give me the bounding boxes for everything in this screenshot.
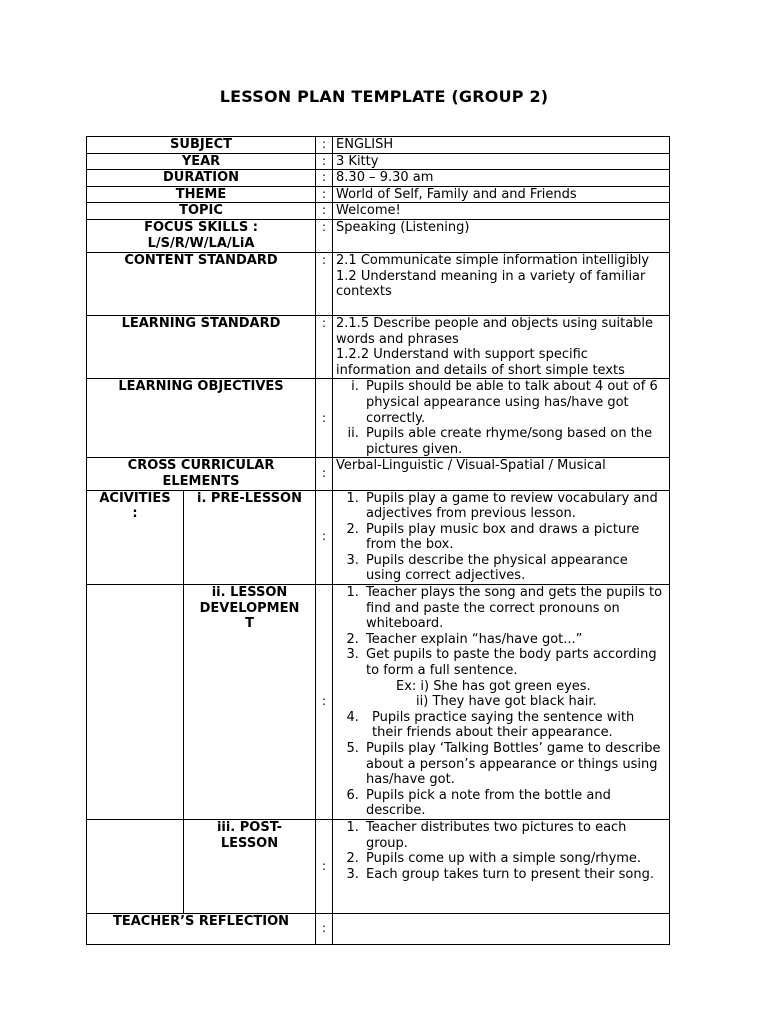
objectives-list — [336, 379, 666, 457]
colon-separator: : — [316, 490, 333, 585]
pre-lesson-value — [333, 490, 670, 585]
row-year — [87, 153, 670, 170]
list-item — [363, 710, 666, 741]
list-item: 1. Pupils play a game to review vocabulary and adjectives from previous lesson. — [363, 491, 666, 522]
lesson-plan-table — [86, 136, 670, 945]
focus-skills-label-line2: L/S/R/W/LA/LiA — [147, 235, 255, 251]
post-lesson-value — [333, 819, 670, 913]
colon-separator: : — [316, 219, 333, 252]
teachers-reflection-label: TEACHER’S REFLECTION — [87, 913, 316, 944]
learning-standard-line: 2.1.5 Describe people and objects using suitable words and phrases — [336, 315, 654, 347]
lesson-development-label-line3: T — [245, 616, 254, 632]
lesson-development-label — [184, 585, 316, 820]
document-title: LESSON PLAN TEMPLATE (GROUP 2) — [219, 87, 549, 106]
duration-label: DURATION — [87, 170, 316, 187]
learning-standard-label: LEARNING STANDARD — [87, 315, 316, 378]
list-item: 1. Teacher plays the song and gets the pupils to find and paste the correct pronouns on whiteboard. — [363, 585, 666, 632]
content-standard-line: 1.2 Understand meaning in a variety of familiar contexts — [336, 268, 646, 300]
topic-label: TOPIC — [87, 203, 316, 220]
cross-curricular-label-line2: ELEMENTS — [162, 473, 240, 489]
post-lesson-list — [336, 820, 666, 882]
row-subject — [87, 137, 670, 154]
post-lesson-label-line1: iii. POST- — [216, 819, 283, 835]
colon-separator: : — [316, 170, 333, 187]
row-pre-lesson — [87, 490, 670, 585]
activities-label-line2: : — [132, 506, 138, 522]
row-lesson-development — [87, 585, 670, 820]
colon-separator: : — [316, 819, 333, 913]
row-content-standard — [87, 252, 670, 315]
list-item: ii. Pupils able create rhyme/song based on the pictures given. — [363, 426, 666, 457]
pre-lesson-list — [336, 491, 666, 585]
theme-label: THEME — [87, 186, 316, 203]
lesson-development-value — [333, 585, 670, 820]
teachers-reflection-value — [333, 913, 670, 944]
year-label: YEAR — [87, 153, 316, 170]
list-item: 2. Pupils come up with a simple song/rhyme. — [363, 851, 666, 867]
row-focus-skills — [87, 219, 670, 252]
post-lesson-label — [184, 819, 316, 913]
colon-separator: : — [316, 203, 333, 220]
colon-separator: : — [316, 186, 333, 203]
theme-value: World of Self, Family and and Friends — [333, 186, 670, 203]
focus-skills-label — [87, 219, 316, 252]
row-cross-curricular — [87, 458, 670, 490]
colon-separator: : — [316, 913, 333, 944]
colon-separator: : — [316, 379, 333, 458]
year-value: 3 Kitty — [333, 153, 670, 170]
list-item: 5. Pupils play ‘Talking Bottles’ game to describe about a person’s appearance or things using has/have got. — [363, 741, 666, 788]
example-line: Ex: i) She has got green eyes. — [396, 678, 591, 694]
list-item: 1. Teacher distributes two pictures to each group. — [363, 820, 666, 851]
cross-curricular-label — [87, 458, 316, 490]
pre-lesson-label: i. PRE-LESSON — [184, 490, 316, 585]
row-topic — [87, 203, 670, 220]
lesson-development-label-line1: ii. LESSON — [211, 585, 288, 601]
list-item: 3. Pupils describe the physical appearance using correct adjectives. — [363, 553, 666, 584]
learning-standard-line: 1.2.2 Understand with support specific information and details of short simple texts — [336, 347, 625, 378]
list-item-text: 3. Get pupils to paste the body parts according to form a full sentence. — [366, 647, 657, 679]
learning-standard-value — [333, 315, 670, 378]
list-item: 3. Each group takes turn to present their song. — [363, 867, 666, 883]
learning-objectives-label: LEARNING OBJECTIVES — [87, 379, 316, 458]
learning-objectives-value — [333, 379, 670, 458]
row-learning-objectives — [87, 379, 670, 458]
row-learning-standard — [87, 315, 670, 378]
duration-value: 8.30 – 9.30 am — [333, 170, 670, 187]
list-item: i. Pupils should be able to talk about 4 out of 6 physical appearance using has/have got correctly. — [363, 379, 666, 426]
activities-label — [87, 490, 184, 585]
content-standard-value — [333, 252, 670, 315]
colon-separator: : — [316, 458, 333, 490]
content-standard-line: 2.1 Communicate simple information intelligibly — [336, 252, 650, 268]
list-item: 2. Pupils play music box and draws a picture from the box. — [363, 522, 666, 553]
colon-separator: : — [316, 137, 333, 154]
row-teachers-reflection — [87, 913, 670, 944]
activities-spacer-cell — [87, 585, 184, 820]
focus-skills-value: Speaking (Listening) — [333, 219, 670, 252]
content-standard-label: CONTENT STANDARD — [87, 252, 316, 315]
colon-separator: : — [316, 585, 333, 820]
list-item-text: 4. Pupils practice saying the sentence with their friends about their appearance. — [372, 709, 635, 741]
example-line: ii) They have got black hair. — [416, 694, 597, 710]
row-theme — [87, 186, 670, 203]
list-item — [363, 647, 666, 709]
colon-separator: : — [316, 153, 333, 170]
colon-separator: : — [316, 252, 333, 315]
focus-skills-label-line1: FOCUS SKILLS : — [144, 219, 258, 235]
cross-curricular-value: Verbal-Linguistic / Visual-Spatial / Musical — [333, 458, 670, 490]
subject-value: ENGLISH — [333, 137, 670, 154]
activities-spacer-cell — [87, 819, 184, 913]
lesson-development-label-line2: DEVELOPMEN — [199, 600, 300, 616]
lesson-development-list — [336, 585, 666, 819]
row-duration — [87, 170, 670, 187]
activities-label-line1: ACIVITIES — [99, 490, 171, 506]
colon-separator: : — [316, 315, 333, 378]
topic-value: Welcome! — [333, 203, 670, 220]
post-lesson-label-line2: LESSON — [220, 835, 279, 851]
subject-label: SUBJECT — [87, 137, 316, 154]
cross-curricular-label-line1: CROSS CURRICULAR — [127, 458, 275, 474]
list-item: 6. Pupils pick a note from the bottle and describe. — [363, 788, 666, 819]
list-item: 2. Teacher explain “has/have got...” — [363, 632, 666, 648]
row-post-lesson — [87, 819, 670, 913]
